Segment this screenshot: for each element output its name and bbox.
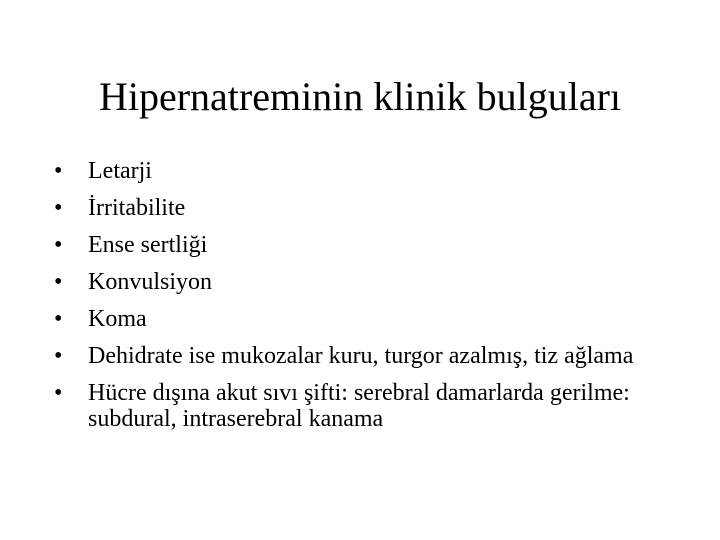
list-item <box>54 232 674 258</box>
bullet-text: Hücre dışına akut sıvı şifti: serebral damarlarda gerilme: subdural, intraserebral kanama <box>88 380 630 432</box>
list-item <box>54 343 674 369</box>
bullet-icon: • <box>54 380 63 406</box>
list-item <box>54 195 674 221</box>
list-item <box>54 269 674 295</box>
list-item <box>54 306 674 332</box>
bullet-icon: • <box>54 269 63 295</box>
bullet-text: Ense sertliği <box>88 232 208 258</box>
bullet-icon: • <box>54 232 63 258</box>
bullet-list <box>54 158 674 443</box>
bullet-icon: • <box>54 306 63 332</box>
bullet-icon: • <box>54 158 63 184</box>
bullet-text: Letarji <box>88 158 152 184</box>
list-item <box>54 380 674 432</box>
bullet-icon: • <box>54 195 63 221</box>
slide-title: Hipernatreminin klinik bulguları <box>98 74 622 119</box>
bullet-text: Konvulsiyon <box>88 269 213 295</box>
bullet-text: Dehidrate ise mukozalar kuru, turgor azalmış, tiz ağlama <box>88 343 634 369</box>
bullet-text: Koma <box>88 306 147 332</box>
bullet-icon: • <box>54 343 63 369</box>
list-item <box>54 158 674 184</box>
bullet-text: İrritabilite <box>88 195 186 221</box>
